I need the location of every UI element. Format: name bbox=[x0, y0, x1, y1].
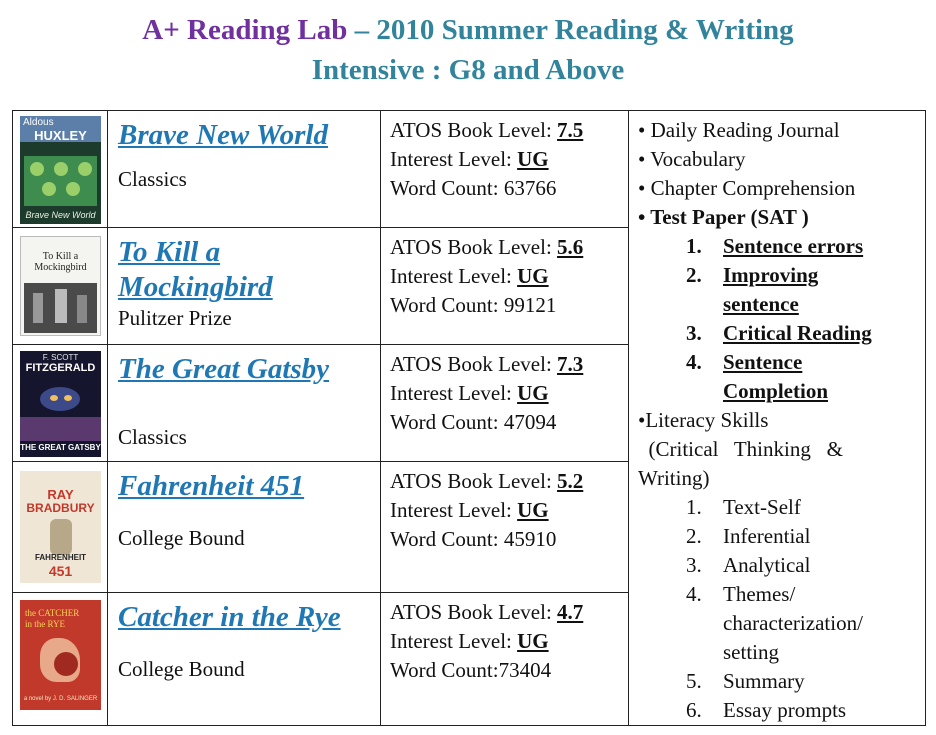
word-count-label: Word Count: bbox=[390, 657, 499, 682]
reading-list-table bbox=[12, 110, 926, 726]
list-number: 1. bbox=[686, 234, 702, 258]
interest-label: Interest Level: bbox=[390, 381, 518, 406]
book-category: Classics bbox=[118, 167, 187, 191]
title-cell bbox=[108, 228, 381, 345]
interest-label: Interest Level: bbox=[390, 497, 518, 522]
cover-author: a novel by J. D. SALINGER bbox=[23, 695, 98, 702]
cover-author-first: RAY bbox=[47, 486, 74, 502]
book-levels bbox=[390, 350, 628, 437]
test-paper-heading: • Test Paper (SAT ) bbox=[638, 205, 809, 229]
list-number: 4. bbox=[686, 350, 702, 374]
title-cell bbox=[108, 111, 381, 228]
word-count-value: 73404 bbox=[498, 657, 552, 682]
levels-cell bbox=[381, 111, 629, 228]
list-item bbox=[638, 348, 917, 406]
word-count-label: Word Count: bbox=[390, 176, 504, 200]
title-cell bbox=[108, 461, 381, 592]
atos-value: 5.2 bbox=[557, 468, 584, 493]
list-number: 3. bbox=[686, 553, 702, 577]
list-text: Sentence errors bbox=[723, 234, 864, 258]
list-text: Analytical bbox=[723, 553, 811, 577]
cover-author-first: F. SCOTT bbox=[42, 353, 79, 363]
book-cover-great-gatsby bbox=[20, 351, 101, 457]
atos-label: ATOS Book Level: bbox=[390, 468, 558, 493]
cover-cell bbox=[13, 461, 108, 592]
cover-author: HUXLEY bbox=[34, 128, 87, 143]
list-text: Summary bbox=[723, 669, 805, 693]
title-cell bbox=[108, 345, 381, 461]
list-text: Themes/ bbox=[723, 582, 796, 606]
list-number: 6. bbox=[686, 698, 702, 722]
title-cell bbox=[108, 592, 381, 725]
list-item bbox=[638, 232, 917, 261]
list-item bbox=[638, 551, 917, 580]
list-item bbox=[638, 667, 917, 696]
word-count-value: 47094 bbox=[503, 410, 557, 435]
cover-title: THE GREAT GATSBY bbox=[20, 443, 101, 453]
cover-title-number: 451 bbox=[48, 562, 73, 579]
sat-sections-list bbox=[638, 232, 917, 406]
list-number: 2. bbox=[686, 263, 702, 287]
list-text: Inferential bbox=[723, 524, 811, 548]
book-cover-fahrenheit-451 bbox=[20, 471, 101, 583]
cover-title-line: To Kill a bbox=[42, 251, 79, 263]
literacy-subheading-end: Writing) bbox=[638, 466, 710, 490]
list-number: 5. bbox=[686, 669, 702, 693]
interest-value: UG bbox=[517, 497, 549, 522]
book-category: Classics bbox=[118, 425, 187, 450]
book-link-fahrenheit-451[interactable]: Fahrenheit 451 bbox=[118, 469, 305, 502]
cover-cell bbox=[13, 345, 108, 461]
list-text: Critical Reading bbox=[723, 321, 872, 345]
title-rest: – 2010 Summer Reading & Writing bbox=[347, 14, 794, 46]
book-category: College Bound bbox=[118, 525, 245, 550]
book-link-brave-new-world[interactable]: Brave New World bbox=[118, 119, 328, 151]
interest-value: UG bbox=[517, 147, 549, 171]
book-category: Pulitzer Prize bbox=[118, 306, 232, 331]
book-link-to-kill-a-mockingbird[interactable] bbox=[118, 235, 380, 305]
list-text: Completion bbox=[723, 379, 828, 403]
table-row bbox=[13, 111, 926, 228]
atos-label: ATOS Book Level: bbox=[390, 118, 558, 142]
brand-name: A+ Reading Lab bbox=[142, 14, 348, 46]
atos-value: 7.3 bbox=[557, 352, 584, 377]
activities-cell bbox=[629, 111, 926, 726]
cover-title-line: Mockingbird bbox=[34, 262, 87, 274]
book-cover-catcher-in-the-rye bbox=[20, 600, 101, 710]
cover-title-line: the CATCHER bbox=[25, 607, 80, 618]
list-text: Essay prompts bbox=[723, 698, 847, 722]
atos-value: 7.5 bbox=[557, 118, 584, 142]
levels-cell bbox=[381, 345, 629, 461]
book-cover-brave-new-world bbox=[20, 116, 101, 224]
atos-label: ATOS Book Level: bbox=[390, 235, 558, 260]
literacy-subheading: (Critical Thinking & bbox=[638, 437, 843, 461]
page-title-line-1 bbox=[0, 12, 936, 48]
atos-label: ATOS Book Level: bbox=[390, 599, 558, 624]
book-levels bbox=[390, 467, 628, 554]
cover-cell bbox=[13, 111, 108, 228]
levels-cell bbox=[381, 461, 629, 592]
cover-cell bbox=[13, 228, 108, 345]
list-number: 4. bbox=[686, 582, 702, 606]
list-text: Sentence bbox=[723, 350, 803, 374]
book-levels bbox=[390, 598, 628, 685]
list-item bbox=[638, 261, 917, 319]
title-line: To Kill a bbox=[118, 236, 221, 269]
interest-value: UG bbox=[517, 264, 549, 289]
list-number: 1. bbox=[686, 495, 702, 519]
list-item bbox=[638, 580, 917, 667]
list-text: setting bbox=[723, 640, 779, 664]
list-text: characterization/ bbox=[723, 611, 863, 635]
book-levels bbox=[390, 116, 628, 203]
interest-label: Interest Level: bbox=[390, 628, 518, 653]
cover-author: FITZGERALD bbox=[25, 362, 96, 375]
cover-title: Brave New World bbox=[25, 210, 96, 220]
activity-bullet: • Daily Reading Journal bbox=[638, 118, 840, 142]
word-count-label: Word Count: bbox=[390, 293, 504, 318]
word-count-value: 45910 bbox=[503, 526, 557, 551]
book-category: College Bound bbox=[118, 656, 245, 681]
cover-author: BRADBURY bbox=[26, 500, 95, 515]
book-link-catcher-in-the-rye[interactable]: Catcher in the Rye bbox=[118, 600, 341, 633]
interest-value: UG bbox=[517, 628, 549, 653]
interest-label: Interest Level: bbox=[390, 147, 518, 171]
list-text: sentence bbox=[723, 292, 799, 316]
book-cover-to-kill-a-mockingbird bbox=[20, 236, 101, 336]
list-number: 2. bbox=[686, 524, 702, 548]
book-levels bbox=[390, 233, 628, 320]
word-count-value: 99121 bbox=[503, 293, 557, 318]
cover-cell bbox=[13, 592, 108, 725]
title-line: Mockingbird bbox=[118, 271, 273, 304]
activity-bullet: • Chapter Comprehension bbox=[638, 176, 856, 200]
atos-value: 5.6 bbox=[557, 235, 584, 260]
page-title-line-2: Intensive : G8 and Above bbox=[311, 54, 625, 86]
list-item bbox=[638, 493, 917, 522]
interest-value: UG bbox=[517, 381, 549, 406]
atos-label: ATOS Book Level: bbox=[390, 352, 558, 377]
cover-author-first: Aldous bbox=[23, 117, 54, 128]
list-text: Improving bbox=[723, 263, 819, 287]
list-item bbox=[638, 696, 917, 725]
activity-bullet: • Vocabulary bbox=[638, 147, 746, 171]
interest-label: Interest Level: bbox=[390, 264, 518, 289]
cover-title-line: in the RYE bbox=[25, 618, 65, 629]
activities-list bbox=[629, 111, 925, 725]
list-number: 3. bbox=[686, 321, 702, 345]
levels-cell bbox=[381, 592, 629, 725]
list-item bbox=[638, 522, 917, 551]
skills-list bbox=[638, 493, 917, 725]
literacy-heading: •Literacy Skills bbox=[638, 408, 769, 432]
atos-value: 4.7 bbox=[557, 599, 584, 624]
list-item bbox=[638, 319, 917, 348]
word-count-label: Word Count: bbox=[390, 410, 504, 435]
levels-cell bbox=[381, 228, 629, 345]
word-count-label: Word Count: bbox=[390, 526, 504, 551]
list-text: Text-Self bbox=[723, 495, 801, 519]
book-link-great-gatsby[interactable]: The Great Gatsby bbox=[118, 353, 330, 386]
cover-title: FAHRENHEIT bbox=[34, 552, 87, 562]
word-count-value: 63766 bbox=[503, 176, 557, 200]
